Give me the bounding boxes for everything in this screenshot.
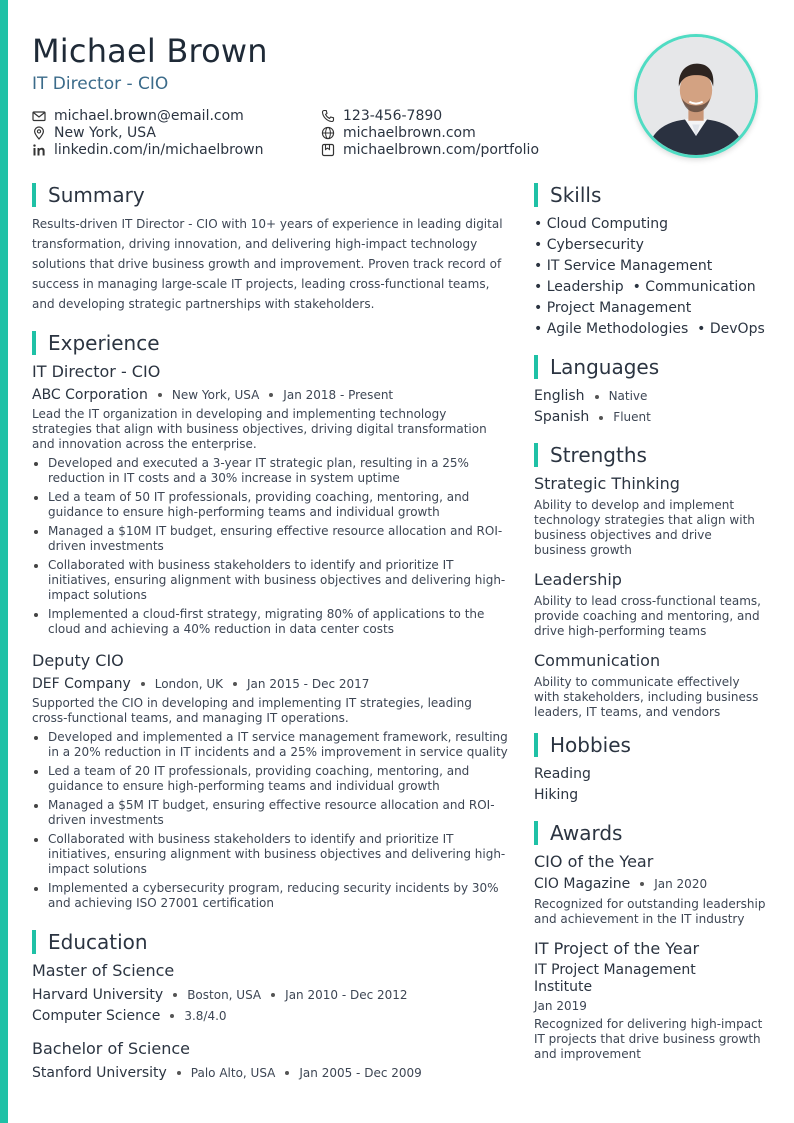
skill-item: • Leadership — [534, 279, 624, 295]
language-level: Fluent — [613, 410, 651, 424]
job-meta — [32, 675, 510, 693]
skills-heading: Skills — [534, 182, 766, 208]
portfolio-text: michaelbrown.com/portfolio — [343, 142, 540, 158]
bullet-item: Implemented a cloud-first strategy, migrating 80% of applications to the cloud and achieving a 40% reduction in data center costs — [32, 607, 510, 637]
education-item — [32, 1039, 510, 1082]
skill-item: • Agile Methodologies — [534, 321, 689, 337]
degree-title: Master of Science — [32, 961, 175, 980]
section-accent — [32, 331, 36, 355]
section-accent — [534, 733, 538, 757]
strengths-heading: Strengths — [534, 442, 766, 468]
degree-title: Bachelor of Science — [32, 1039, 190, 1058]
candidate-title: IT Director - CIO — [32, 74, 169, 94]
job-bullets — [32, 730, 510, 911]
hobbies-heading: Hobbies — [534, 732, 766, 758]
linkedin-icon — [32, 143, 46, 157]
company-name: ABC Corporation — [32, 387, 148, 403]
separator-dot — [158, 393, 162, 397]
job-meta — [32, 386, 510, 404]
skill-item: • Project Management — [534, 300, 692, 316]
accent-bar — [0, 0, 8, 1123]
strength-title: Strategic Thinking — [534, 474, 680, 493]
education-dates: Jan 2010 - Dec 2012 — [285, 988, 408, 1002]
location-text: New York, USA — [54, 125, 156, 141]
separator-dot — [595, 395, 599, 399]
school-name: Harvard University — [32, 987, 164, 1003]
bullet-item: Managed a $10M IT budget, ensuring effective resource allocation and ROI-driven investments — [32, 524, 510, 554]
bullet-item: Developed and implemented a IT service management framework, resulting in a 20% reduction in IT incidents and a 25% improvement in service quality — [32, 730, 510, 760]
summary-heading: Summary — [32, 182, 510, 208]
language-item — [534, 407, 766, 428]
strength-description: Ability to communicate effectively with stakeholders, including business leaders, IT teams, and vendors — [534, 675, 759, 719]
skills-list — [534, 214, 766, 340]
bullet-item: Collaborated with business stakeholders to identify and prioritize IT initiatives, ensuring alignment with business objectives and delivering high-impact solutions — [32, 558, 510, 603]
hobbies-list — [534, 764, 766, 806]
phone-icon — [321, 109, 335, 123]
language-item — [534, 386, 766, 407]
gpa: 3.8/4.0 — [184, 1009, 227, 1023]
candidate-name: Michael Brown — [32, 32, 268, 70]
section-accent — [534, 443, 538, 467]
contact-website[interactable] — [321, 125, 476, 141]
job-title: Deputy CIO — [32, 651, 124, 670]
section-accent — [534, 355, 538, 379]
award-meta — [534, 875, 766, 893]
award-date: Jan 2020 — [654, 877, 708, 891]
language-name: English — [534, 388, 585, 404]
portfolio-icon — [321, 143, 335, 157]
job-location: New York, USA — [171, 388, 260, 402]
experience-heading: Experience — [32, 330, 510, 356]
contact-portfolio[interactable] — [321, 142, 539, 158]
school-location: Boston, USA — [187, 988, 262, 1002]
side-column — [534, 182, 766, 1074]
experience-item — [32, 362, 510, 637]
strength-title: Communication — [534, 651, 661, 670]
portrait-image — [637, 37, 755, 155]
location-pin-icon — [32, 126, 46, 140]
award-description: Recognized for outstanding leadership and achievement in the IT industry — [534, 897, 766, 926]
skill-item: • Cybersecurity — [534, 237, 644, 253]
bullet-item: Managed a $5M IT budget, ensuring effective resource allocation and ROI-driven investments — [32, 798, 510, 828]
contact-linkedin[interactable] — [32, 142, 263, 158]
linkedin-text: linkedin.com/in/michaelbrown — [54, 142, 264, 158]
strength-description: Ability to lead cross-functional teams, provide coaching and mentoring, and drive high-performing teams — [534, 594, 761, 638]
section-accent — [32, 930, 36, 954]
contact-location — [32, 125, 156, 141]
experience-item — [32, 651, 510, 911]
main-column — [32, 182, 510, 1082]
education-item — [32, 961, 510, 1025]
separator-dot — [233, 682, 237, 686]
separator-dot — [269, 393, 273, 397]
skill-item: • Cloud Computing — [534, 216, 669, 232]
school-name: Stanford University — [32, 1065, 167, 1081]
strength-title: Leadership — [534, 570, 622, 589]
section-accent — [534, 821, 538, 845]
education-field — [32, 1007, 510, 1025]
awards-heading: Awards — [534, 820, 766, 846]
job-location: London, UK — [154, 677, 224, 691]
bullet-item: Developed and executed a 3-year IT strategic plan, resulting in a 25% reduction in IT costs and a 30% increase in system uptime — [32, 456, 510, 486]
languages-heading: Languages — [534, 354, 766, 380]
bullet-item: Collaborated with business stakeholders to identify and prioritize IT initiatives, ensuring alignment with business objectives and delivering high-impact solutions — [32, 832, 510, 877]
mail-icon — [32, 109, 46, 123]
award-issuer: CIO Magazine — [534, 876, 631, 892]
hobby-item: Reading — [534, 766, 591, 782]
award-item — [534, 939, 766, 1062]
strengths-list — [534, 474, 766, 720]
education-meta — [32, 1064, 510, 1082]
award-date: Jan 2019 — [534, 999, 587, 1013]
job-dates: Jan 2015 - Dec 2017 — [247, 677, 370, 691]
award-title: IT Project of the Year — [534, 939, 700, 958]
website-text: michaelbrown.com — [343, 125, 476, 141]
separator-dot — [285, 1071, 289, 1075]
award-title: CIO of the Year — [534, 852, 654, 871]
resume-header — [32, 30, 592, 94]
award-item — [534, 852, 766, 927]
school-location: Palo Alto, USA — [190, 1066, 276, 1080]
section-accent — [32, 183, 36, 207]
contact-email[interactable] — [32, 108, 244, 124]
languages-list — [534, 386, 766, 428]
globe-icon — [321, 126, 335, 140]
separator-dot — [599, 416, 603, 420]
job-bullets — [32, 456, 510, 637]
job-description: Lead the IT organization in developing and implementing technology strategies that align with business objectives, driving digital transformation and innovation across the enterprise. — [32, 407, 487, 451]
company-name: DEF Company — [32, 676, 131, 692]
language-level: Native — [608, 389, 648, 403]
phone-text: 123-456-7890 — [343, 108, 443, 124]
education-heading: Education — [32, 929, 510, 955]
strength-description: Ability to develop and implement technology strategies that align with business objectives and drive business growth — [534, 498, 755, 557]
field-of-study: Computer Science — [32, 1008, 161, 1024]
language-name: Spanish — [534, 409, 590, 425]
job-description: Supported the CIO in developing and implementing IT strategies, leading cross-functional teams, and managing IT operations. — [32, 696, 472, 725]
job-dates: Jan 2018 - Present — [283, 388, 394, 402]
contact-phone[interactable] — [321, 108, 442, 124]
separator-dot — [141, 682, 145, 686]
job-title: IT Director - CIO — [32, 362, 161, 381]
separator-dot — [173, 993, 177, 997]
award-description: Recognized for delivering high-impact IT projects that drive business growth and improvement — [534, 1017, 763, 1061]
education-dates: Jan 2005 - Dec 2009 — [299, 1066, 422, 1080]
bullet-item: Implemented a cybersecurity program, reducing security incidents by 30% and achieving ISO 27001 certification — [32, 881, 510, 911]
skill-item: • Communication — [632, 279, 756, 295]
separator-dot — [640, 882, 644, 886]
hobby-item: Hiking — [534, 787, 579, 803]
separator-dot — [271, 993, 275, 997]
skill-item: • DevOps — [697, 321, 765, 337]
summary-text: Results-driven IT Director - CIO with 10+ years of experience in leading digital transformation, driving innovation, and delivering high-impact technology solutions that drive business growth and improvement. Proven track record of success in managing large-scale IT projects, leading cross-functional teams, and developing strategic partnerships with stakeholders. — [32, 217, 503, 311]
education-meta — [32, 986, 510, 1004]
award-issuer: IT Project Management Institute — [534, 962, 696, 995]
bullet-item: Led a team of 50 IT professionals, providing coaching, mentoring, and guidance to ensure high-performing teams and individual growth — [32, 490, 510, 520]
bullet-item: Led a team of 20 IT professionals, providing coaching, mentoring, and guidance to ensure high-performing teams and individual growth — [32, 764, 510, 794]
separator-dot — [177, 1071, 181, 1075]
skill-item: • IT Service Management — [534, 258, 713, 274]
section-accent — [534, 183, 538, 207]
email-text: michael.brown@email.com — [54, 108, 244, 124]
profile-photo — [634, 34, 758, 158]
separator-dot — [170, 1014, 174, 1018]
